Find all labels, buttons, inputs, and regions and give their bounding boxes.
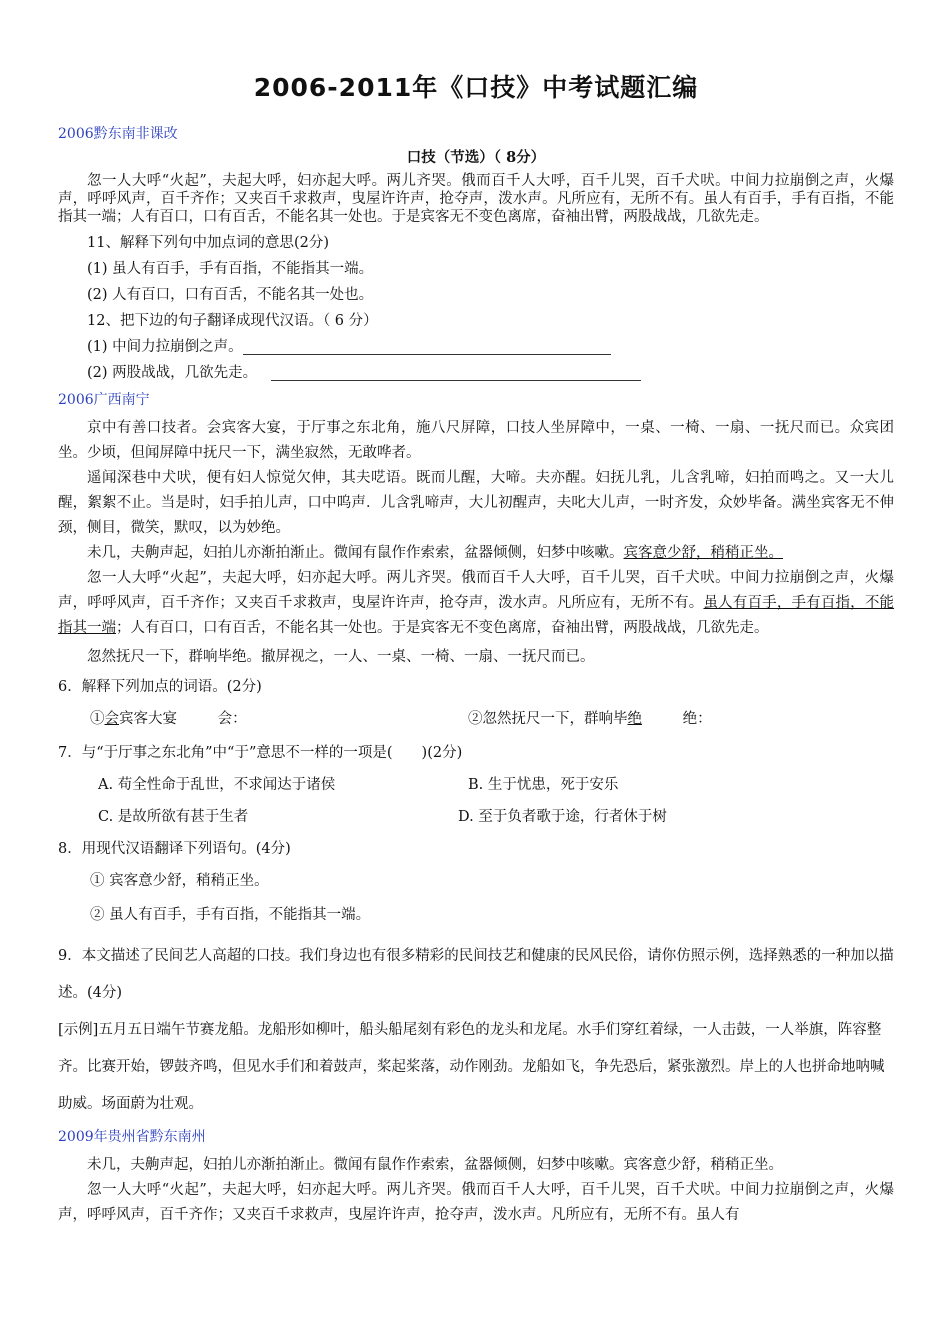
question-12-item-1-text: (1) 中间力拉崩倒之声。 (87, 339, 243, 355)
answer-blank-12-2[interactable] (271, 366, 641, 381)
option-b: B. 生于忧患，死于安乐 (468, 777, 619, 793)
passage-paragraph-5: 忽然抚尺一下，群响毕绝。撤屏视之，一人、一桌、一椅、一扇、一抚尺而已。 (87, 649, 595, 665)
passage-subtitle: 口技（节选）（ 8分） (406, 149, 546, 166)
section-label-2009-guizhou: 2009年贵州省黔东南州 (58, 1129, 206, 1145)
dotted-word-hui: 会 (104, 711, 119, 727)
question-8-item-2: ② 虽人有百手，手有百指，不能指其一端。 (90, 907, 371, 923)
underlined-sentence-2: 虽人有百手，手有百指，不能指其一端 (58, 595, 895, 636)
document-title: 2006-2011年《口技》中考试题汇编 (253, 73, 699, 102)
question-7-options-row-2 (58, 806, 894, 828)
passage-text: 忽一人大呼“火起”，夫起大呼，妇亦起大呼。两儿齐哭。俄而百千人大呼，百千儿哭，百千犬吠。中间力拉崩倒之声，火爆声，呼呼风声，百千齐作；又夹百千求救声，曳屋许许声，抢夺声，泼水声。凡所应有，无所不有。虽人有百手，手有百指，不能指其一端；人有百口，口有百舌，不能名其一处也。于是宾客无不变色离席，奋袖出臂，两股战战，几欲先走。 (58, 173, 894, 225)
passage-paragraph-3 (58, 541, 894, 566)
section-3-paragraph-1: 未几，夫齁声起，妇拍儿亦渐拍渐止。微闻有鼠作作索索，盆器倾侧，妇梦中咳嗽。宾客意少舒，稍稍正坐。 (87, 1157, 783, 1173)
question-12-item-2 (58, 362, 894, 384)
question-8-item-1: ① 宾客意少舒，稍稍正坐。 (90, 873, 269, 889)
question-8: 8．用现代汉语翻译下列语句。(4分) (58, 841, 291, 857)
question-7-options-row-1 (58, 774, 894, 796)
question-6-items (58, 708, 894, 730)
option-a: A. 苟全性命于乱世，不求闻达于诸侯 (98, 777, 336, 793)
option-c: C. 是故所欲有甚于生者 (98, 809, 249, 825)
option-d: D. 至于负者歌于途，行者休于树 (458, 809, 667, 825)
question-11: 11、解释下列句中加点词的意思(2分) (87, 235, 329, 251)
paragraph-3-text: 未几，夫齁声起，妇拍儿亦渐拍渐止。微闻有鼠作作索索，盆器倾侧，妇梦中咳嗽。 (87, 545, 624, 561)
passage-paragraph-2: 遥闻深巷中犬吠，便有妇人惊觉欠伸，其夫呓语。既而儿醒，大啼。夫亦醒。妇抚儿乳，儿含乳啼，妇拍而鸣之。又一大儿醒，絮絮不止。当是时，妇手拍儿声，口中呜声．儿含乳啼声，大儿初醒声，夫叱大儿声，一时齐发，众妙毕备。满坐宾客无不伸颈，侧目，微笑，默叹，以为妙绝。 (58, 470, 894, 536)
section-label-2006-guangxi: 2006广西南宁 (58, 392, 150, 408)
question-6: 6．解释下列加点的词语。(2分) (58, 679, 262, 695)
question-12-item-1 (58, 336, 894, 358)
question-12: 12、把下边的句子翻译成现代汉语。（ 6 分） (87, 313, 378, 329)
item-1-text: 宾客大宴 (119, 711, 177, 727)
passage-paragraph-4 (58, 566, 894, 641)
section-3-paragraph-2: 忽一人大呼“火起”，夫起大呼，妇亦起大呼。两儿齐哭。俄而百千人大呼，百千儿哭，百千犬吠。中间力拉崩倒之声，火爆声，呼呼风声，百千齐作；又夹百千求救声，曳屋许许声，抢夺声，泼水声。凡所应有，无所不有。虽人有 (58, 1182, 894, 1223)
question-9: 9．本文描述了民间艺人高超的口技。我们身边也有很多精彩的民间技艺和健康的民风民俗，请你仿照示例，选择熟悉的一种加以描述。(4分) (58, 948, 894, 1001)
section-label-2006-qiandongnan: 2006黔东南非课改 (58, 126, 178, 142)
item-1-answer-label: 会： (217, 711, 247, 727)
item-1-marker: ① (90, 711, 105, 727)
item-2-answer-label: 绝： (682, 711, 712, 727)
item-2-text: ②忽然抚尺一下，群响毕 (468, 711, 628, 727)
dotted-word-jue: 绝 (627, 711, 642, 727)
question-7: 7．与“于厅事之东北角”中“于”意思不一样的一项是( )(2分) (58, 745, 463, 761)
paragraph-4-text: 忽一人大呼“火起”，夫起大呼，妇亦起大呼。两儿齐哭。俄而百千人大呼，百千儿哭，百千犬吠。中间力拉崩倒之声，火爆声，呼呼风声，百千齐作；又夹百千求救声，曳屋许许声，抢夺声，泼水声。凡所应有，无所不有。 (58, 570, 894, 611)
question-11-item-1: (1) 虽人有百手，手有百指，不能指其一端。 (87, 261, 374, 277)
question-12-item-2-text: (2) 两股战战，几欲先走。 (87, 365, 258, 381)
question-6-item-1 (58, 708, 468, 730)
paragraph-4-text-end: ；人有百口，口有百舌，不能名其一处也。于是宾客无不变色离席，奋袖出臂，两股战战，几欲先走。 (116, 620, 769, 636)
underlined-sentence-1: 宾客意少舒，稍稍正坐。 (623, 545, 783, 561)
answer-blank-12-1[interactable] (243, 340, 611, 355)
question-9-example: [示例]五月五日端午节赛龙船。龙船形如柳叶，船头船尾刻有彩色的龙头和龙尾。水手们穿红着绿，一人击鼓，一人举旗，阵容整齐。比赛开始，锣鼓齐鸣，但见水手们和着鼓声，桨起桨落，动作刚劲。龙船如飞，争先恐后，紧张激烈。岸上的人也拼命地呐喊助威。场面蔚为壮观。 (58, 1022, 885, 1112)
question-6-item-2 (468, 708, 712, 730)
passage-paragraph-1: 京中有善口技者。会宾客大宴，于厅事之东北角，施八尺屏障，口技人坐屏障中，一桌、一椅、一扇、一抚尺而已。众宾团坐。少顷，但闻屏障中抚尺一下，满坐寂然，无敢哗者。 (58, 420, 894, 461)
question-11-item-2: (2) 人有百口，口有百舌，不能名其一处也。 (87, 287, 374, 303)
